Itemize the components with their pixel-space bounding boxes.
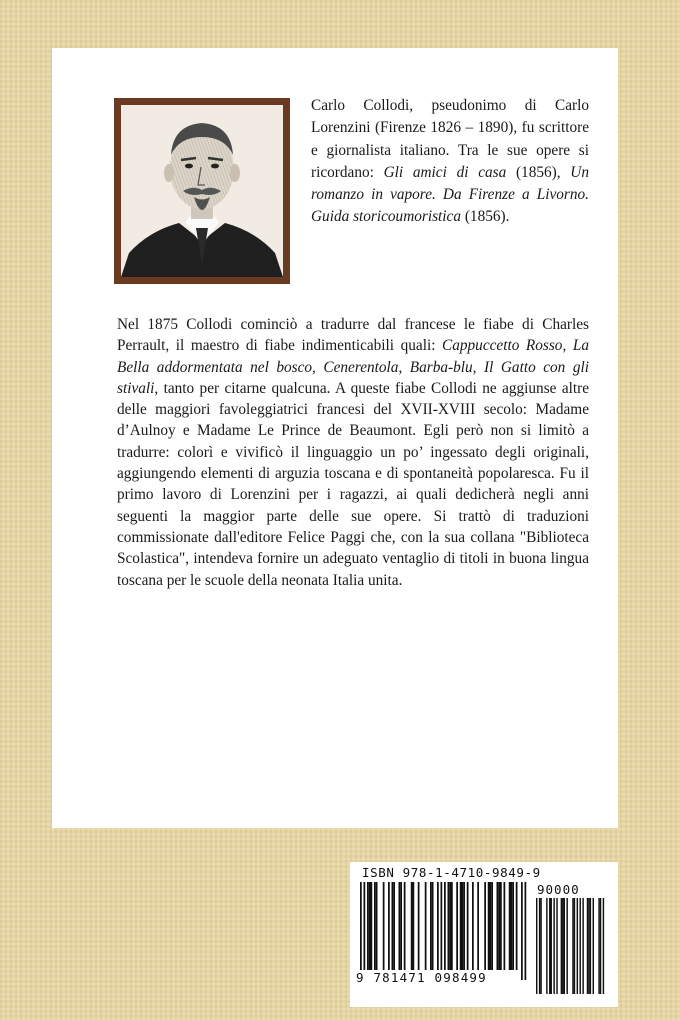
barcode-bar-15 — [413, 882, 415, 970]
barcode-bar-42 — [511, 882, 513, 970]
barcode-bar-11 — [566, 898, 567, 994]
portrait-frame — [114, 98, 290, 284]
barcode-bar-9 — [392, 882, 394, 970]
barcode-bar-10 — [393, 882, 395, 970]
barcode-bar-12 — [572, 898, 573, 994]
barcode-bar-14 — [577, 898, 578, 994]
barcode-bar-18 — [430, 882, 432, 970]
barcode-bar-24 — [449, 882, 451, 970]
barcode-bar-17 — [587, 898, 588, 994]
barcode-bar-0 — [360, 882, 362, 980]
author-intro — [311, 95, 589, 229]
barcode-bar-2 — [367, 882, 369, 970]
barcode-box — [350, 862, 618, 1007]
barcode-bar-40 — [504, 882, 506, 970]
barcode-bar-28 — [462, 882, 464, 970]
ean13-barcode — [360, 882, 532, 982]
barcode-bar-8 — [388, 882, 390, 970]
barcode-bar-6 — [553, 898, 554, 994]
barcode-bar-5 — [551, 898, 552, 994]
barcode-bar-29 — [463, 882, 465, 970]
barcode-bar-15 — [580, 898, 581, 994]
barcode-bar-46 — [525, 882, 527, 980]
barcode-bar-33 — [484, 882, 486, 970]
text-panel — [52, 48, 618, 828]
intro-work-1: Gli amici di casa — [383, 163, 507, 181]
intro-text-3: (1856). — [461, 208, 510, 226]
barcode-bar-43 — [512, 882, 514, 970]
barcode-bar-23 — [603, 898, 604, 994]
fairy-tale-titles: Cappuccetto Rosso, La Bella addormentata nel bosco, Cenerentola, Barba-blu, Il Gatto con gli stivali — [117, 337, 589, 397]
barcode-bar-1 — [539, 898, 540, 994]
barcode-bar-0 — [536, 898, 537, 994]
barcode-bar-16 — [418, 882, 420, 970]
barcode-bar-25 — [451, 882, 453, 970]
barcode-bar-19 — [432, 882, 434, 970]
barcode-bar-7 — [383, 882, 385, 970]
barcode-bar-31 — [472, 882, 474, 970]
intro-text-1: Carlo Collodi, pseudonimo di Carlo Lorenzini (Firenze 1826 – 1890), fu scrittore e giornalista italiano. Tra le sue opere si ricordano: — [311, 97, 589, 181]
body-paragraph — [117, 314, 589, 591]
barcode-bar-22 — [600, 898, 601, 994]
barcode-bar-6 — [376, 882, 378, 970]
barcode-bar-26 — [456, 882, 458, 970]
barcode-bar-44 — [516, 882, 518, 970]
barcode-bar-18 — [588, 898, 589, 994]
isbn-label: ISBN 978-1-4710-9849-9 — [362, 865, 541, 880]
body-text-1: Nel 1875 Collodi cominciò a tradurre dal francese le fiabe di Charles Perrault, il maestro di fiabe indimenticabili quali: — [117, 316, 589, 355]
barcode-bar-4 — [549, 898, 550, 994]
barcode-bar-17 — [425, 882, 427, 970]
barcode-bar-14 — [411, 882, 413, 970]
barcode-bar-16 — [582, 898, 583, 994]
price-code: 90000 — [537, 882, 580, 897]
barcode-bar-19 — [590, 898, 591, 994]
barcode-bar-3 — [546, 898, 547, 994]
barcode-bar-22 — [444, 882, 446, 980]
barcode-bar-5 — [374, 882, 376, 970]
barcode-bar-45 — [521, 882, 523, 980]
barcode-bar-20 — [593, 898, 594, 994]
barcode-bar-27 — [460, 882, 462, 970]
body-text-2: , tanto per citarne qualcuna. A queste fiabe Collodi ne aggiunse altre delle maggiori favoleggiatrici francesi del XVII-XVIII secolo: Madame d’Aulnoy e Madame Le Prince de Beaumont. Egli però non si limitò a tradurre: colorì e vivificò il linguaggio un po’ ingessato degli originali, aggiungendo elementi di arguzia toscana e di spontaneità popolaresca. Fu il primo lavoro di Lorenzini per i ragazzi, ai quali dedicherà negli anni seguenti la maggior parte delle sue opere. Si trattò di traduzioni commissionate dall'editore Felice Paggi che, con la sua collana "Biblioteca Scolastica", intendeva fornire un adeguato ventaglio di titoli in buona lingua toscana per le scuole della neonata Italia unita. — [117, 379, 589, 589]
ean-digits: 9 781471 098499 — [356, 970, 487, 985]
barcode-bar-41 — [509, 882, 511, 970]
barcode-bar-13 — [404, 882, 406, 970]
barcode-bar-13 — [574, 898, 575, 994]
barcode-bar-3 — [369, 882, 371, 970]
barcode-bar-8 — [561, 898, 562, 994]
barcode-bar-21 — [598, 898, 599, 994]
barcode-bar-7 — [556, 898, 557, 994]
barcode-bar-10 — [564, 898, 565, 994]
portrait-image — [121, 105, 283, 277]
barcode-bar-12 — [400, 882, 402, 970]
barcode-bar-37 — [497, 882, 499, 970]
barcode-bar-32 — [477, 882, 479, 970]
barcode-bar-30 — [467, 882, 469, 970]
barcode-bar-9 — [562, 898, 563, 994]
intro-work-2: Un romanzo in vapore. Da Firenze a Livorno. Guida storicoumoristica — [311, 163, 589, 226]
barcode-bar-35 — [490, 882, 492, 970]
barcode-bar-34 — [488, 882, 490, 970]
barcode-bar-36 — [491, 882, 493, 970]
barcode-bar-39 — [500, 882, 502, 970]
barcode-bar-2 — [540, 898, 541, 994]
barcode-bar-11 — [399, 882, 401, 970]
price-addon-barcode — [536, 898, 608, 994]
intro-text-2: (1856), — [506, 163, 571, 181]
barcode-bar-23 — [448, 882, 450, 970]
barcode-bar-20 — [437, 882, 439, 970]
barcode-bar-1 — [364, 882, 366, 980]
barcode-bar-21 — [441, 882, 443, 980]
barcode-bar-4 — [371, 882, 373, 970]
barcode-bar-38 — [498, 882, 500, 970]
